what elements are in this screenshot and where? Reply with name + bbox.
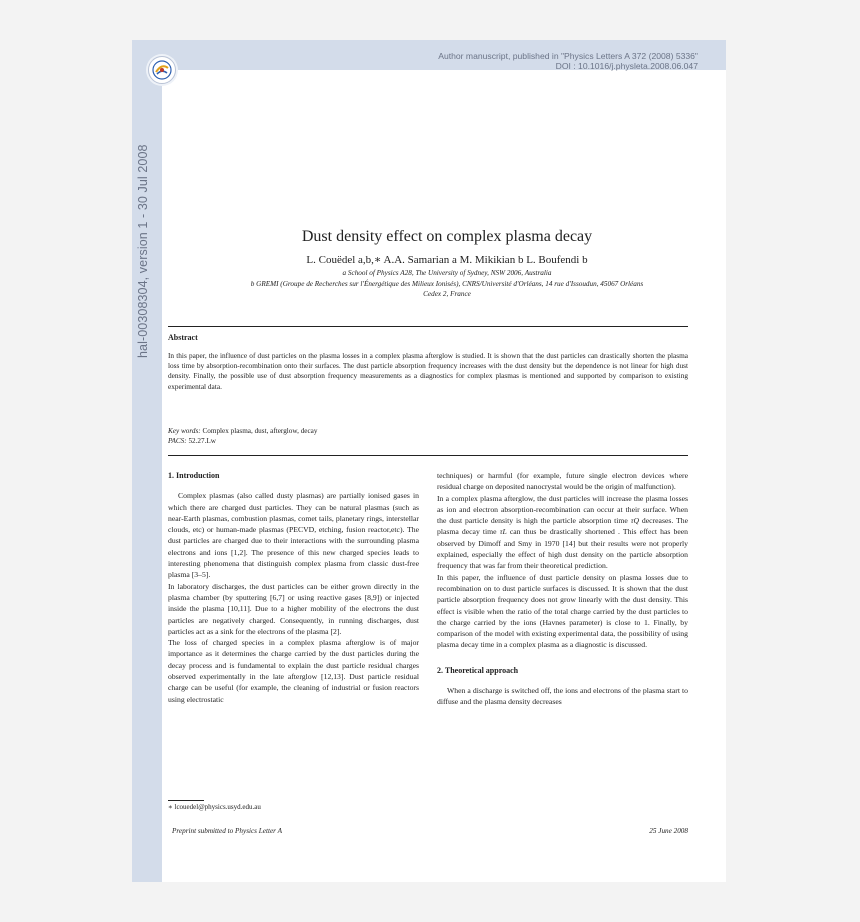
section-heading-theory: 2. Theoretical approach [437, 665, 519, 675]
footer-preprint-note: Preprint submitted to Physics Letter A [172, 827, 282, 835]
affiliation-b-line2: Cedex 2, France [423, 290, 471, 298]
text-run: can thus be drastically shortened . This effect has been observed by Dimoff and Smy in 1970 [14] but their results were not properly explained, especially the effect of high dust density on the particle absorption frequency that was far from their theoretical prediction. [437, 527, 688, 571]
keywords-block [168, 426, 317, 446]
text-run: In a complex plasma afterglow, the dust particles will increase the plasma losses as ion and electron absorption-recombination can occur at their surface. When the dust particle density is high the particle absorption time [437, 493, 688, 526]
hal-side-identifier: hal-00308304, version 1 - 30 Jul 2008 [136, 144, 150, 358]
affiliation-a: a School of Physics A28, The University of Sydney, NSW 2006, Australia [342, 269, 552, 277]
paragraph: In this paper, the influence of dust particle density on plasma losses due to recombination on to dust particle surfaces is discussed. It is shown that the dust particle absorption frequency does not grow linearly with the dust density. This effect is visible when the ratio of the total charge carried by the dust particles to the charge carried by the ions (Havnes parameter) is close to 1. Finally, by comparison of the model with existing experimental data, the possibility of using plasma decay time in a complex plasma as a diagnostic is discussed. [437, 572, 688, 650]
hal-header [438, 51, 698, 71]
paragraph: The loss of charged species in a complex plasma afterglow is of major importance as it determines the charge carried by the dust particles during the decay process and is fundamental to explain the dust particle residual charges observed experimentally in the late afterglow [12,13]. Dust particle residual charge can be useful (for example, the cleaning of industrial or fusion reactors using electrostatic [168, 638, 419, 704]
abstract-text: In this paper, the influence of dust particles on the plasma losses in a complex plasma afterglow is studied. It is shown that the dust particles can drastically shorten the plasma loss time by absorption-recombination onto their surfaces. The dust particle absorption frequency increases with the dust density but the dependence is not linear for high dust density. Finally, the possible use of dust absorption frequency measurements as a diagnostics for complex plasmas is mentioned and supported by comparison to existing experimental data. [168, 351, 688, 391]
footer-date: 25 June 2008 [649, 827, 688, 835]
paragraph [437, 493, 688, 572]
keywords-label: Key words: [168, 427, 201, 435]
paragraph: Complex plasmas (also called dusty plasmas) are partially ionised gases in which there are charged dust particles. They can be natural plasmas (such as near-Earth plasmas, combustion plasmas, comet tails, planetary rings, interstellar clouds, etc) or human-made plasmas (PECVD, etching, fusion reactor,etc). The dust particles are charged due to their interactions with the surrounding plasma electrons and ions [1,2]. The presence of this new charged species leads to interesting phenomena that distinguish complex plasma from classic dust-free plasma [3–5]. [168, 491, 419, 580]
footnote-email[interactable]: ∗ lcouedel@physics.usyd.edu.au [168, 803, 261, 811]
keywords-value: Complex plasma, dust, afterglow, decay [202, 427, 318, 435]
paper-title: Dust density effect on complex plasma decay [301, 228, 593, 245]
affiliation-b-line1: b GREMI (Groupe de Recherches sur l'Énergétique des Milieux Ionisés), CNRS/Université d'Orléans, 14 rue d'Issoudun, 45067 Orléans [250, 280, 644, 288]
math-tau-l: τL [499, 527, 507, 537]
pacs-value: 52.27.Lw [188, 437, 216, 445]
hal-header-citation: Author manuscript, published in "Physics Letters A 372 (2008) 5336" [438, 51, 698, 61]
pacs-label: PACS: [168, 437, 187, 445]
section-heading-introduction: 1. Introduction [168, 471, 220, 480]
abstract-heading: Abstract [168, 333, 198, 342]
abstract-bottom-rule [168, 455, 688, 456]
paper-page [132, 40, 726, 882]
footnote-rule [168, 800, 204, 801]
paragraph: techniques) or harmful (for example, future single electron devices where residual charge on deposited nanocrystal would be the origin of malfunction). [437, 471, 688, 492]
author-list: L. Couëdel a,b,∗ A.A. Samarian a M. Mikikian b L. Boufendi b [306, 254, 588, 266]
math-tau-q: τQ [630, 516, 640, 526]
paragraph: When a discharge is switched off, the ions and electrons of the plasma start to diffuse and the plasma density decreases [437, 686, 688, 707]
affiliation-b [168, 279, 726, 299]
hal-logo-icon [148, 56, 176, 84]
hal-header-doi[interactable]: DOI : 10.1016/j.physleta.2008.06.047 [555, 61, 698, 71]
section-gap [437, 651, 688, 665]
right-column [437, 470, 688, 708]
pacs-line [168, 436, 317, 446]
keywords-line [168, 426, 317, 436]
paragraph: In laboratory discharges, the dust particles can be either grown directly in the plasma chamber (by sputtering [6,7] or using reactive gases [8,9]) or injected inside the plasma [10,11]. Due to a higher mobility of the electrons the dust particles are negatively charged. Consequently, in running discharges, dust particles act as a sink for the electrons of the plasma [2]. [168, 581, 419, 636]
abstract-top-rule [168, 326, 688, 327]
text-run: decreases. The plasma decay time [437, 516, 688, 537]
left-column [168, 470, 419, 705]
